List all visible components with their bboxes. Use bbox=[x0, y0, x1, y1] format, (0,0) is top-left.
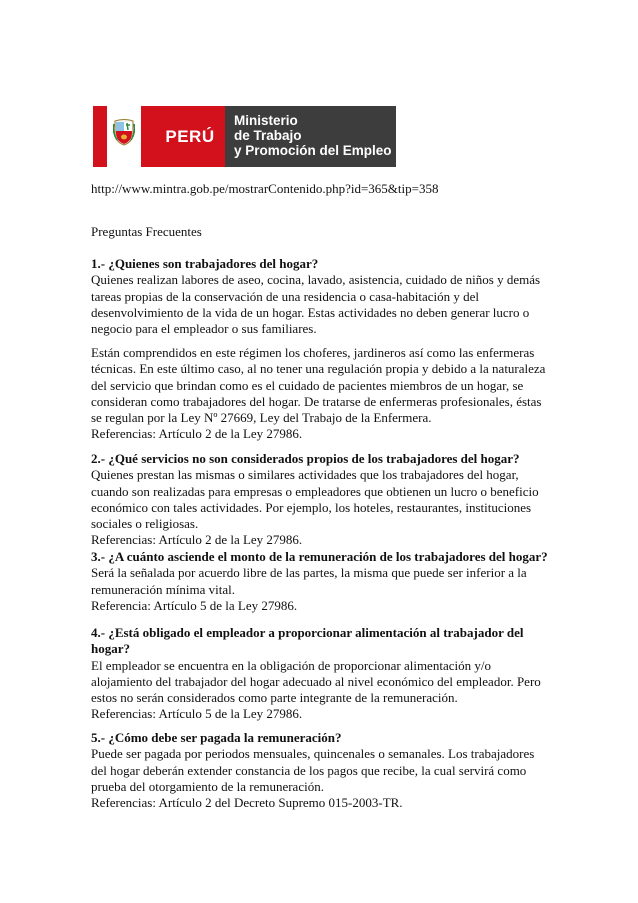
coat-of-arms-icon bbox=[113, 118, 135, 146]
logo-ministry-name: Ministerio de Trabajo y Promoción del Empleo bbox=[225, 106, 396, 167]
faq-answer-line: del hogar deberán extender constancia de los pagos que recibe, la cual servirá como bbox=[91, 762, 527, 778]
faq-answer-line: Quienes prestan las mismas o similares actividades que los trabajadores del hogar, bbox=[91, 467, 519, 483]
faq-answer-line: tareas propias de la conservación de una residencia o casa-habitación y del bbox=[91, 288, 480, 304]
faq-reference: Referencias: Artículo 2 de la Ley 27986. bbox=[91, 532, 303, 548]
faq-question: 5.- ¿Cómo debe ser pagada la remuneración? bbox=[91, 730, 342, 745]
faq-answer-line: alojamiento del trabajador del hogar adecuado al nivel económico del empleador. Pero bbox=[91, 673, 541, 689]
faq-answer-line: desenvolvimiento de la vida de un hogar. Estas actividades no deben generar lucro o bbox=[91, 304, 530, 320]
faq-question: 2.- ¿Qué servicios no son considerados propios de los trabajadores del hogar? bbox=[91, 451, 520, 466]
faq-answer-line: Puede ser pagada por periodos mensuales, quincenales o semanales. Los trabajadores bbox=[91, 746, 535, 762]
faq-question: 4.- ¿Está obligado el empleador a proporcionar alimentación al trabajador del bbox=[91, 625, 524, 640]
logo-country: PERÚ bbox=[155, 106, 225, 167]
faq-answer-line: sociales o religiosas. bbox=[91, 516, 199, 532]
faq-answer-line: estos no serán considerados como parte integrante de la remuneración. bbox=[91, 690, 458, 706]
faq-item-1-extra bbox=[91, 345, 571, 443]
faq-answer-line: Quienes realizan labores de aseo, cocina, lavado, asistencia, cuidado de niños y demás bbox=[91, 272, 541, 288]
faq-answer-line: negocio para el empleador o sus familiares. bbox=[91, 321, 317, 337]
faq-item-1 bbox=[91, 256, 571, 337]
faq-reference: Referencias: Artículo 2 del Decreto Supremo 015-2003-TR. bbox=[91, 795, 403, 811]
faq-item-4 bbox=[91, 625, 571, 723]
faq-question: hogar? bbox=[91, 641, 130, 657]
faq-item-2 bbox=[91, 451, 571, 549]
section-title: Preguntas Frecuentes bbox=[91, 224, 202, 239]
faq-answer-line: del servicio que brindan como es el cuidado de pacientes miembros de un hogar, se bbox=[91, 377, 524, 393]
faq-answer-line: Será la señalada por acuerdo libre de las partes, la misma que puede ser inferior a la bbox=[91, 565, 527, 581]
ministry-logo bbox=[93, 106, 396, 167]
faq-answer-line: económico con tales actividades. Por ejemplo, los hoteles, restaurantes, instituciones bbox=[91, 499, 532, 515]
faq-item-3 bbox=[91, 549, 571, 614]
faq-answer-line: Están comprendidos en este régimen los choferes, jardineros así como las enfermeras bbox=[91, 345, 535, 360]
faq-answer-line: se regulan por la Ley Nº 27669, Ley del Trabajo de la Enfermera. bbox=[91, 410, 432, 426]
faq-answer-line: cuando son realizadas para empresas o empleadores que obtienen un lucro o beneficio bbox=[91, 483, 539, 499]
faq-reference: Referencias: Artículo 2 de la Ley 27986. bbox=[91, 426, 303, 442]
source-url[interactable]: http://www.mintra.gob.pe/mostrarContenido.php?id=365&tip=358 bbox=[91, 181, 439, 196]
faq-answer-line: prueba del otorgamiento de la remuneración. bbox=[91, 778, 324, 794]
peru-flag bbox=[93, 106, 155, 167]
faq-question: 1.- ¿Quienes son trabajadores del hogar? bbox=[91, 256, 319, 271]
faq-item-5 bbox=[91, 730, 571, 811]
faq-answer-line: remuneración mínima vital. bbox=[91, 581, 236, 597]
faq-question: 3.- ¿A cuánto asciende el monto de la remuneración de los trabajadores del hogar? bbox=[91, 549, 548, 564]
faq-answer-line: técnicas. En este último caso, al no tener una regulación propia y debido a la naturaleza bbox=[91, 361, 546, 377]
faq-answer-line: El empleador se encuentra en la obligación de proporcionar alimentación y/o bbox=[91, 657, 491, 673]
faq-reference: Referencia: Artículo 5 de la Ley 27986. bbox=[91, 597, 298, 613]
faq-reference: Referencias: Artículo 5 de la Ley 27986. bbox=[91, 706, 303, 722]
faq-answer-line: consideran como trabajadores del hogar. De tratarse de enfermeras profesionales, éstas bbox=[91, 393, 542, 409]
